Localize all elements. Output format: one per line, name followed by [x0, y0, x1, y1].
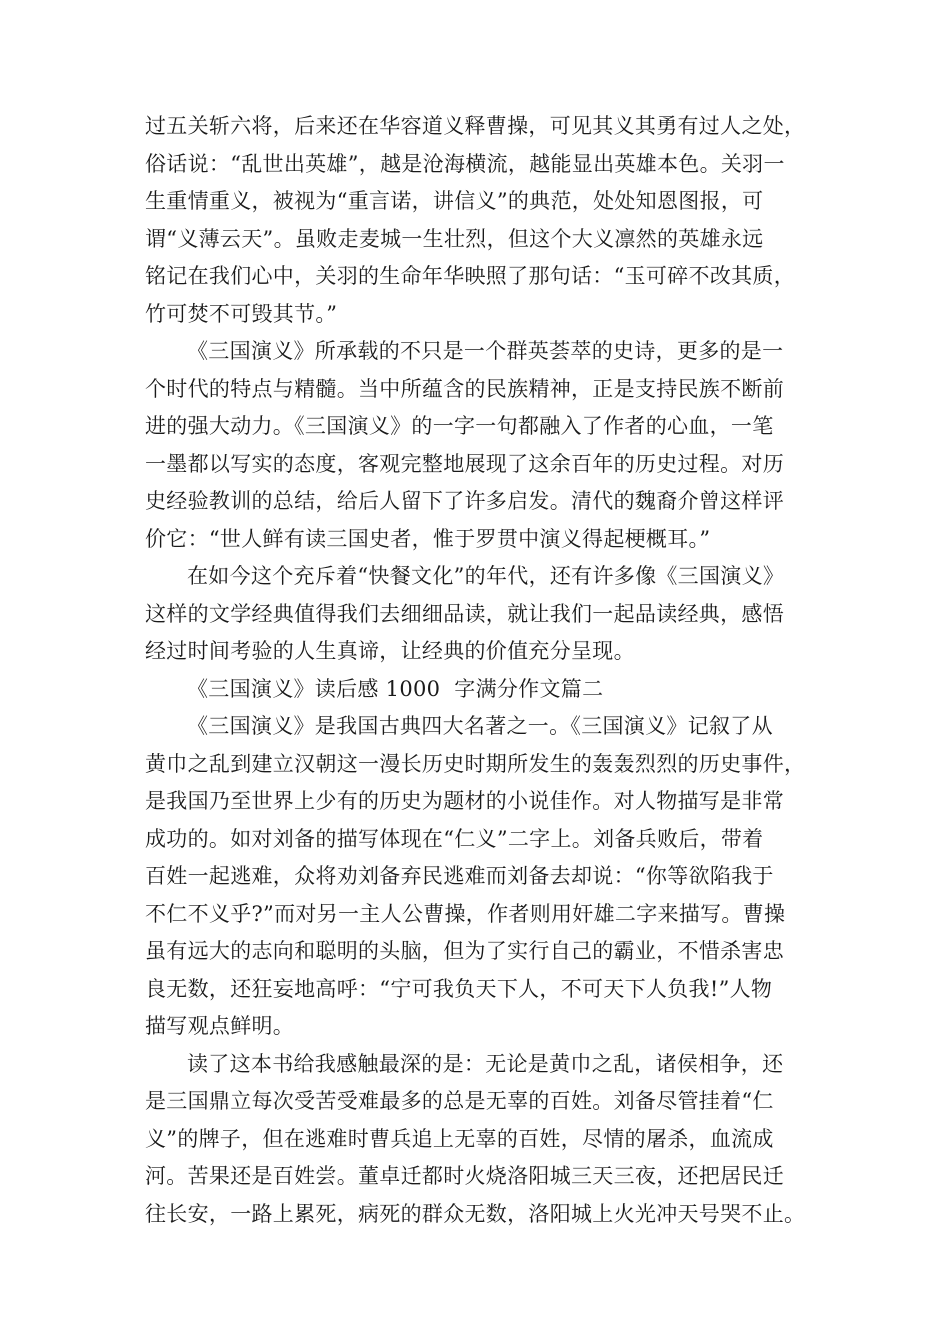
text-line: 描写观点鲜明。 — [145, 1014, 295, 1038]
text-line: 在如今这个充斥着“快餐文化”的年代，还有许多像《三国演义》 — [187, 564, 785, 588]
text-line: 铭记在我们心中，关羽的生命年华映照了那句话：“玉可碎不改其质， — [145, 264, 796, 288]
text-line: 进的强大动力。《三国演义》的一字一句都融入了作者的心血，一笔 — [145, 414, 774, 438]
text-line: 不仁不义乎?”而对另一主人公曹操，作者则用奸雄二字来描写。曹操 — [145, 901, 786, 926]
text-line: 价它：“世人鲜有读三国史者，惟于罗贯中演义得起梗概耳。” — [145, 526, 711, 551]
text-line: 史经验教训的总结，给后人留下了许多启发。清代的魏裔介曾这样评 — [145, 489, 784, 513]
text-line: 一墨都以写实的态度，客观完整地展现了这余百年的历史过程。对历 — [145, 451, 784, 476]
text-line: 生重情重义，被视为“重言诺，讲信义”的典范，处处知恩图报，可 — [145, 189, 764, 213]
text-line: 百姓一起逃难，众将劝刘备弃民逃难而刘备去却说：“你等欲陷我于 — [145, 864, 774, 888]
text-line: 虽有远大的志向和聪明的头脑，但为了实行自己的霸业，不惜杀害忠 — [145, 939, 784, 963]
document-body — [145, 108, 825, 1233]
text-line: 成功的。如对刘备的描写体现在“仁义”二字上。刘备兵败后，带着 — [145, 826, 764, 851]
text-line: 俗话说：“乱世出英雄”，越是沧海横流，越能显出英雄本色。关羽一 — [145, 151, 785, 176]
text-line: 这样的文学经典值得我们去细细品读，就让我们一起品读经典，感悟 — [145, 601, 784, 626]
paragraph-fast-food-culture — [145, 558, 825, 671]
paragraph-guan-yu — [145, 108, 825, 333]
text-line: 义”的牌子，但在逃难时曹兵追上无辜的百姓，尽情的屠杀，血流成 — [145, 1126, 774, 1151]
text-line: 黄巾之乱到建立汉朝这一漫长历史时期所发生的轰轰烈烈的历史事件， — [145, 751, 806, 776]
text-line: 竹可焚不可毁其节。” — [145, 301, 338, 326]
text-line: 是我国乃至世界上少有的历史为题材的小说佳作。对人物描写是非常 — [145, 789, 784, 813]
paragraph-classic-novel — [145, 708, 825, 1046]
text-line: 经过时间考验的人生真谛，让经典的价值充分呈现。 — [145, 639, 635, 663]
text-line: 往长安，一路上累死，病死的群众无数，洛阳城上火光冲天号哭不止。 — [145, 1201, 806, 1226]
text-line: 谓“义薄云天”。虽败走麦城一生壮烈，但这个大义凛然的英雄永远 — [145, 226, 764, 251]
text-line: 过五关斩六将，后来还在华容道义释曹操，可见其义其勇有过人之处， — [145, 114, 806, 138]
text-line: 个时代的特点与精髓。当中所蕴含的民族精神，正是支持民族不断前 — [145, 376, 784, 401]
text-line: 《三国演义》所承载的不只是一个群英荟萃的史诗，更多的是一 — [187, 339, 784, 363]
paragraph-people-suffering — [145, 1046, 825, 1234]
text-line: 河。苦果还是百姓尝。董卓迁都时火烧洛阳城三天三夜，还把居民迁 — [145, 1164, 784, 1188]
text-line: 良无数，还狂妄地高呼：“宁可我负天下人，不可天下人负我!”人物 — [145, 976, 773, 1001]
text-line: 是三国鼎立每次受苦受难最多的总是无辜的百姓。刘备尽管挂着“仁 — [145, 1089, 774, 1113]
text-line: 读了这本书给我感触最深的是：无论是黄巾之乱，诸侯相争，还 — [187, 1051, 784, 1076]
paragraph-epic — [145, 333, 825, 558]
heading-line: 《三国演义》读后感 1000 字满分作文篇二 — [187, 676, 604, 701]
text-line: 《三国演义》是我国古典四大名著之一。《三国演义》记叙了从 — [187, 714, 773, 738]
section-heading — [145, 671, 825, 709]
